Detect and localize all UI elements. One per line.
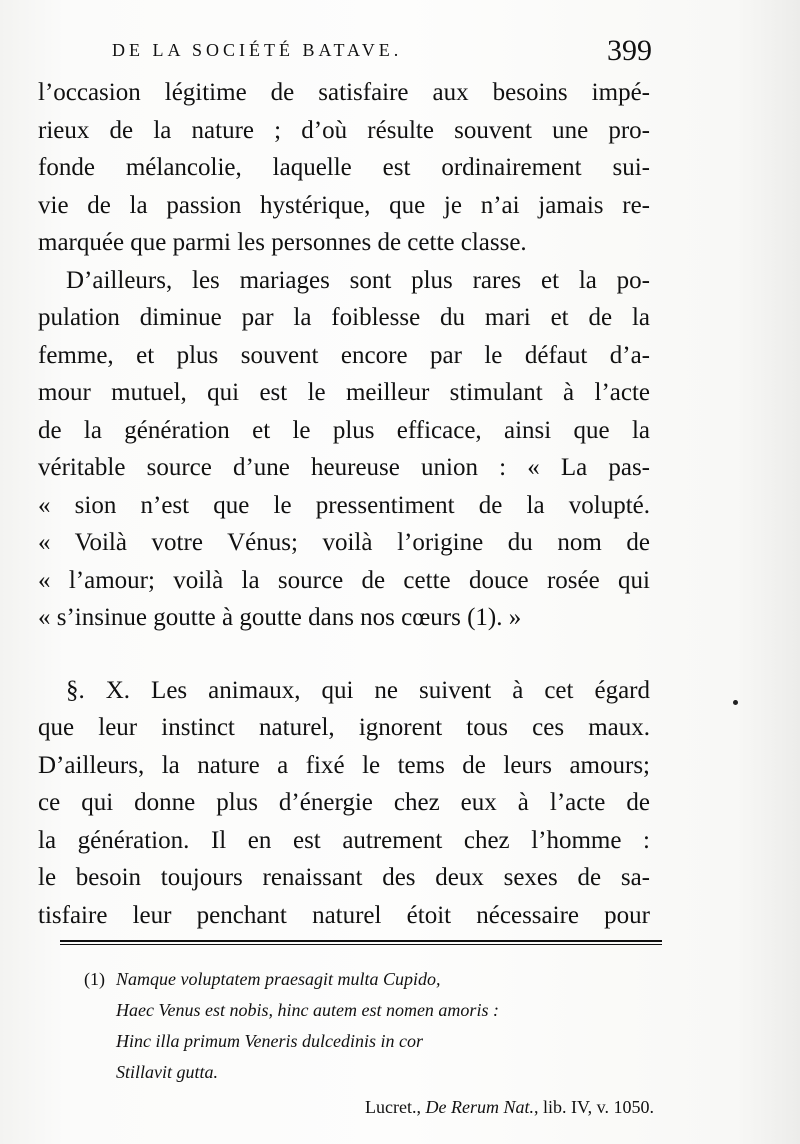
text-line: mour mutuel, qui est le meilleur stimulant à l’acte [38, 379, 650, 406]
text-line: D’ailleurs, la nature a fixé le tems de leurs amours; [38, 751, 650, 779]
text-line: rieux de la nature ; d’où résulte souvent une pro- [38, 116, 650, 144]
text-line: femme, et plus souvent encore par le défaut d’a- [38, 341, 650, 369]
citation-work: De Rerum Nat. [425, 1097, 534, 1117]
footnote-verse: Haec Venus est nobis, hinc autem est nomen amoris : [116, 1000, 499, 1020]
text-line: tisfaire leur penchant naturel étoit nécessaire pour [38, 901, 650, 929]
text-line: la génération. Il en est autrement chez l’homme : [38, 826, 650, 854]
text-line: que leur instinct naturel, ignorent tous ces maux. [38, 714, 650, 741]
footnote-verse: Hinc illa primum Veneris dulcedinis in cor [116, 1031, 423, 1051]
text-line: vie de la passion hystérique, que je n’ai jamais re- [38, 191, 650, 219]
footnote-verse: Stillavit gutta. [116, 1062, 218, 1082]
text-line: §. X. Les animaux, qui ne suivent à cet égard [66, 676, 650, 704]
running-title: DE LA SOCIÉTÉ BATAVE. [112, 40, 403, 60]
footnote [84, 964, 654, 1123]
text-line: fonde mélancolie, laquelle est ordinairement sui- [38, 154, 650, 181]
text-line: « l’amour; voilà la source de cette douce rosée qui [38, 566, 650, 594]
footnote-rule [60, 940, 662, 945]
page-header [112, 34, 652, 74]
text-line: l’occasion légitime de satisfaire aux besoins impé- [38, 79, 650, 106]
footnote-verse: Namque voluptatem praesagit multa Cupido, [116, 969, 441, 989]
citation-reference: , lib. IV, v. 1050. [533, 1097, 654, 1117]
ink-speck [733, 700, 738, 705]
text-line: D’ailleurs, les mariages sont plus rares et la po- [66, 266, 650, 294]
text-line: véritable source d’une heureuse union : « La pas- [38, 454, 650, 481]
text-line: « sion n’est que le pressentiment de la volupté. [38, 491, 650, 519]
text-line: « s’insinue goutte à goutte dans nos cœurs (1). » [38, 604, 522, 631]
footnote-marker: (1) [84, 969, 105, 989]
text-line: le besoin toujours renaissant des deux sexes de sa- [38, 864, 650, 891]
text-line: « Voilà votre Vénus; voilà l’origine du nom de [38, 529, 650, 556]
text-line: marquée que parmi les personnes de cette classe. [38, 229, 527, 256]
text-line: pulation diminue par la foiblesse du mari et de la [38, 304, 650, 331]
text-line: de la génération et le plus efficace, ainsi que la [38, 416, 650, 444]
text-line: ce qui donne plus d’énergie chez eux à l’acte de [38, 789, 650, 816]
main-text [38, 74, 650, 934]
page-number: 399 [607, 34, 652, 67]
citation-author: Lucret., [365, 1097, 421, 1117]
paragraph-gap [38, 637, 650, 672]
footnote-citation [84, 1092, 654, 1123]
